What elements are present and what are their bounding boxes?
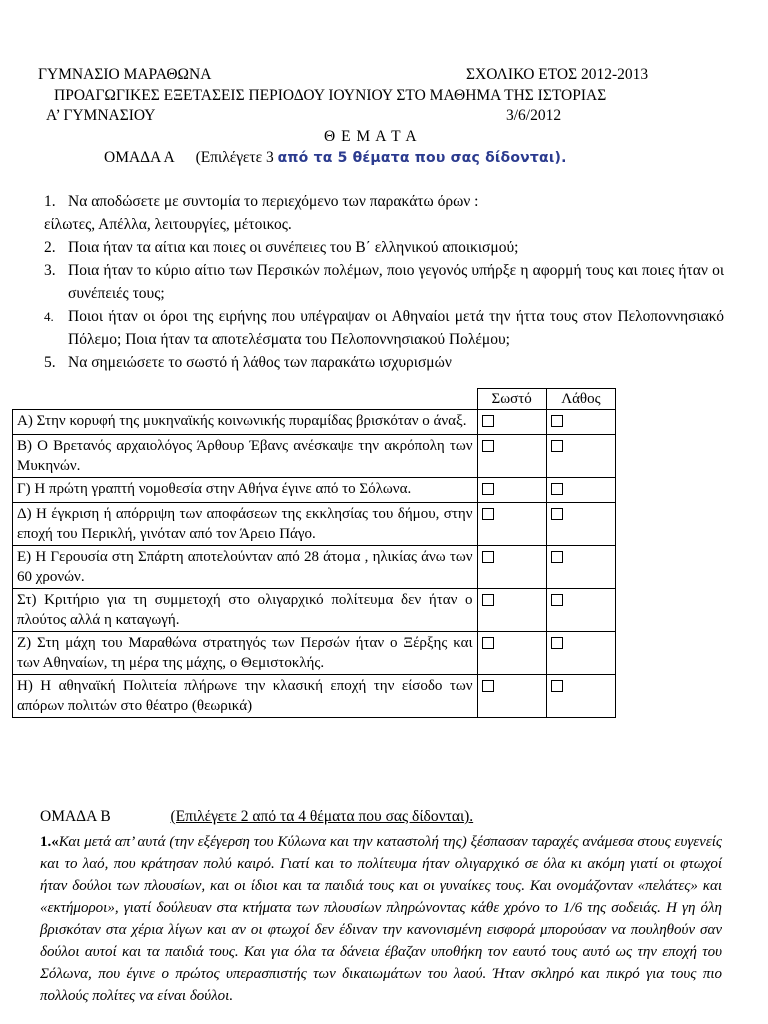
school-name: ΓΥΜΝΑΣΙΟ ΜΑΡΑΘΩΝΑ (38, 66, 212, 83)
table-row (13, 589, 616, 632)
group-a-label: ΟΜΑΔΑ Α (104, 149, 174, 166)
false-checkbox[interactable] (551, 551, 563, 563)
table-row (13, 503, 616, 546)
question-text: Ποια ήταν τα αίτια και ποιες οι συνέπειες του Β΄ ελληνικού αποικισμού; (68, 239, 519, 256)
question-item (44, 259, 724, 305)
themes-heading: Θ Ε Μ Α Τ Α (324, 128, 418, 145)
true-false-table (12, 388, 616, 718)
question-number: 1. (44, 193, 56, 210)
true-checkbox[interactable] (482, 508, 494, 520)
group-a-heading (104, 149, 567, 167)
question-text: Να σημειώσετε το σωστό ή λάθος των παρακάτω ισχυρισμών (68, 354, 452, 371)
group-b-heading (40, 808, 473, 826)
table-row (13, 478, 616, 503)
group-a-instruction-end: από τα 5 θέματα που σας δίδονται). (277, 150, 567, 166)
false-checkbox[interactable] (551, 440, 563, 452)
blank-header (13, 389, 478, 410)
false-cell (546, 478, 615, 503)
group-b-instruction: (Επιλέγετε 2 από τα 4 θέματα που σας δίδονται). (170, 808, 474, 825)
true-checkbox[interactable] (482, 440, 494, 452)
source-passage (40, 831, 722, 1007)
false-cell (546, 435, 615, 478)
false-checkbox[interactable] (551, 508, 563, 520)
statement-text: Ε) Η Γερουσία στη Σπάρτη αποτελούνταν από 28 άτομα , ηλικίας άνω των 60 χρονών. (13, 546, 478, 589)
group-b-label: ΟΜΑΔΑ Β (40, 808, 111, 825)
true-checkbox[interactable] (482, 483, 494, 495)
passage-text: Και μετά απ’ αυτά (την εξέγερση του Κύλωνα και την καταστολή της) ξέσπασαν ταραχές ανάμεσα στους ευγενείς και το λαό, που κράτησαν πολύ καιρό. Γιατί και το πολίτευμα ήταν ολιγαρχικό σε όλα κι ακόμη γιατί οι φτωχοί ήταν δούλοι των πλουσίων, και οι ίδιοι και τα παιδιά τους και οι γυναίκες τους. Και ονομάζονταν «πελάτες» και «εκτήμοροι», γιατί δούλευαν στα κτήματα των πλουσίων πληρώνοντας κάθε χρόνο το 1/6 της σοδειάς. Η γη όλη βρισκόταν στα χέρια λίγων και αν οι φτωχοί δεν έδιναν την κανονισμένη εισφορά μπορούσαν να πουληθούν σαν δούλοι αυτοί και τα παιδιά τους. Και για όλα τα δάνεια έβαζαν υποθήκη τον εαυτό τους αυτό ως την εποχή του Σόλωνα, που έγινε ο πρώτος υπερασπιστής των δικαιωμάτων του λαού. Ήταν σκληρό και πικρό για τους πιο πολλούς πολίτες να είναι δούλοι. (40, 834, 722, 1004)
question-number: 5. (44, 354, 56, 371)
question-item (44, 305, 724, 351)
false-checkbox[interactable] (551, 483, 563, 495)
false-checkbox[interactable] (551, 680, 563, 692)
exam-title: ΠΡΟΑΓΩΓΙΚΕΣ ΕΞΕΤΑΣΕΙΣ ΠΕΡΙΟΔΟΥ ΙΟΥΝΙΟΥ ΣΤΟ ΜΑΘΗΜΑ ΤΗΣ ΙΣΤΟΡΙΑΣ (54, 87, 607, 104)
true-cell (477, 632, 546, 675)
question-number: 3. (44, 262, 56, 279)
column-header-true: Σωστό (477, 389, 546, 410)
false-cell (546, 503, 615, 546)
false-checkbox[interactable] (551, 415, 563, 427)
true-cell (477, 478, 546, 503)
column-header-false: Λάθος (546, 389, 615, 410)
school-year: ΣΧΟΛΙΚΟ ΕΤΟΣ 2012-2013 (466, 66, 649, 83)
question-text: Ποιοι ήταν οι όροι της ειρήνης που υπέγραψαν οι Αθηναίοι μετά την ήττα τους στον Πελοποννησιακό Πόλεμο; Ποια ήταν τα αποτελέσματα του Πελοποννησιακού Πολέμου; (68, 308, 724, 348)
true-checkbox[interactable] (482, 637, 494, 649)
table-header-row (13, 389, 616, 410)
true-cell (477, 410, 546, 435)
statement-text: Στ) Κριτήριο για τη συμμετοχή στο ολιγαρχικό πολίτευμα δεν ήταν ο πλούτος αλλά η καταγωγή. (13, 589, 478, 632)
false-checkbox[interactable] (551, 594, 563, 606)
table-row (13, 410, 616, 435)
false-cell (546, 589, 615, 632)
question-item (44, 236, 724, 259)
statement-text: Α) Στην κορυφή της μυκηναϊκής κοινωνικής πυραμίδας βρισκόταν ο άναξ. (13, 410, 478, 435)
statement-text: Η) Η αθηναϊκή Πολιτεία πλήρωνε την κλασική εποχή την είσοδο των απόρων πολιτών στο θέατρο (θεωρικά) (13, 675, 478, 718)
question-text: Να αποδώσετε με συντομία το περιεχόμενο των παρακάτω όρων : (68, 193, 479, 210)
true-checkbox[interactable] (482, 594, 494, 606)
true-cell (477, 435, 546, 478)
true-checkbox[interactable] (482, 551, 494, 563)
false-checkbox[interactable] (551, 637, 563, 649)
question-number: 4. (44, 309, 54, 324)
statement-text: Β) Ο Βρετανός αρχαιολόγος Άρθουρ Έβανς ανέσκαψε την ακρόπολη των Μυκηνών. (13, 435, 478, 478)
true-checkbox[interactable] (482, 415, 494, 427)
true-cell (477, 503, 546, 546)
question-text: Ποια ήταν το κύριο αίτιο των Περσικών πολέμων, ποιο γεγονός υπήρξε η αφορμή τους και ποιες ήταν οι συνέπειές τους; (68, 262, 724, 302)
passage-number: 1.« (40, 834, 59, 850)
true-checkbox[interactable] (482, 680, 494, 692)
table-row (13, 546, 616, 589)
false-cell (546, 410, 615, 435)
false-cell (546, 546, 615, 589)
statement-text: Ζ) Στη μάχη του Μαραθώνα στρατηγός των Περσών ήταν ο Ξέρξης και των Αθηναίων, τη μέρα της μάχης, ο Θεμιστοκλής. (13, 632, 478, 675)
table-row (13, 632, 616, 675)
group-a-instruction-start: (Επιλέγετε 3 (195, 149, 274, 166)
question-item (44, 351, 724, 374)
statement-text: Δ) Η έγκριση ή απόρριψη των αποφάσεων της εκκλησίας του δήμου, στην εποχή του Περικλή, γινόταν από τον Άρειο Πάγο. (13, 503, 478, 546)
grade-label: Α’ ΓΥΜΝΑΣΙΟΥ (46, 107, 156, 124)
true-cell (477, 675, 546, 718)
false-cell (546, 632, 615, 675)
true-cell (477, 589, 546, 632)
question-terms: είλωτες, Απέλλα, λειτουργίες, μέτοικος. (44, 216, 292, 233)
table-row (13, 435, 616, 478)
question-item (44, 190, 724, 213)
question-list (44, 190, 724, 374)
statement-text: Γ) Η πρώτη γραπτή νομοθεσία στην Αθήνα έγινε από το Σόλωνα. (13, 478, 478, 503)
table-row (13, 675, 616, 718)
true-cell (477, 546, 546, 589)
question-number: 2. (44, 239, 56, 256)
exam-date: 3/6/2012 (506, 107, 562, 124)
false-cell (546, 675, 615, 718)
